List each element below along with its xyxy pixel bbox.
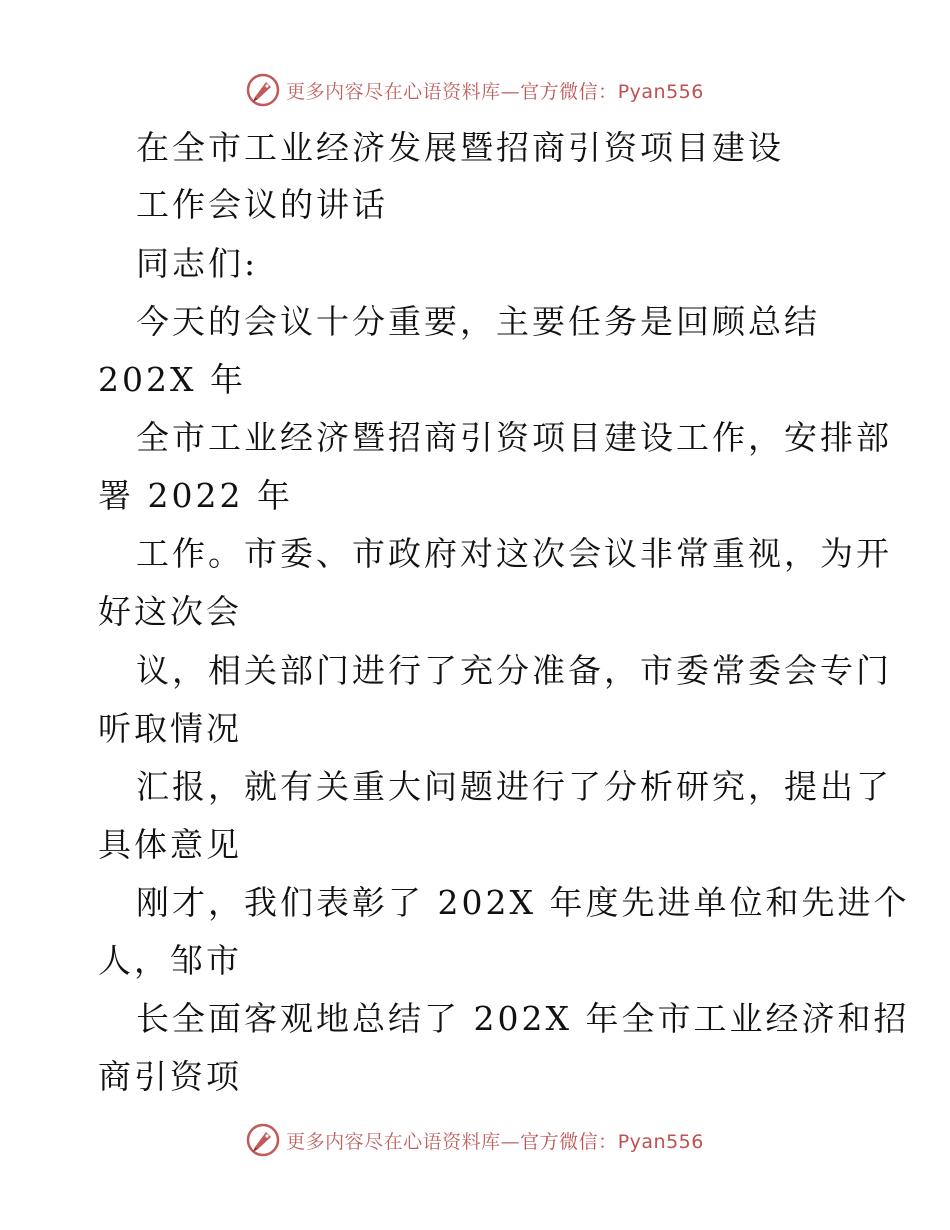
watermark-wechat-label: 官方微信：	[520, 1130, 618, 1153]
paragraph-line: 长全面客观地总结了 202X 年全市工业经济和招	[136, 999, 910, 1038]
watermark-wechat-id: Pyan556	[617, 1130, 704, 1153]
doc-title-line-2: 工作会议的讲话	[136, 185, 388, 224]
paragraph-line: 刚才，我们表彰了 202X 年度先进单位和先进个	[136, 883, 910, 922]
pen-nib-logo-icon	[246, 1123, 280, 1157]
paragraph-line: 汇报，就有关重大问题进行了分析研究，提出了	[136, 767, 892, 806]
pen-nib-logo-icon	[246, 73, 280, 107]
watermark-main-text: 更多内容尽在心语资料库	[286, 1130, 501, 1153]
paragraph-line: 商引资项	[98, 1057, 242, 1096]
paragraph-line: 全市工业经济暨招商引资项目建设工作，安排部	[136, 418, 892, 457]
paragraph-line: 议，相关部门进行了充分准备，市委常委会专门	[136, 651, 892, 690]
watermark-text	[286, 1127, 704, 1154]
watermark-wechat-id: Pyan556	[617, 80, 704, 103]
watermark-footer	[0, 1120, 950, 1160]
watermark-text	[286, 77, 704, 104]
paragraph-line: 具体意见	[98, 825, 242, 864]
paragraph-line: 好这次会	[98, 592, 242, 631]
watermark-dash: —	[500, 1130, 521, 1153]
paragraph-line: 人，邹市	[98, 941, 242, 980]
paragraph-line: 署 2022 年	[98, 476, 293, 515]
doc-title-line-1: 在全市工业经济发展暨招商引资项目建设	[136, 128, 784, 167]
watermark-header	[0, 70, 950, 110]
paragraph-line: 202X 年	[98, 360, 246, 399]
watermark-wechat-label: 官方微信：	[520, 80, 618, 103]
paragraph-line: 听取情况	[98, 709, 242, 748]
paragraph-line: 今天的会议十分重要，主要任务是回顾总结	[136, 302, 820, 341]
watermark-main-text: 更多内容尽在心语资料库	[286, 80, 501, 103]
watermark-dash: —	[500, 80, 521, 103]
salutation: 同志们:	[136, 244, 259, 283]
paragraph-line: 工作。市委、市政府对这次会议非常重视，为开	[136, 534, 892, 573]
